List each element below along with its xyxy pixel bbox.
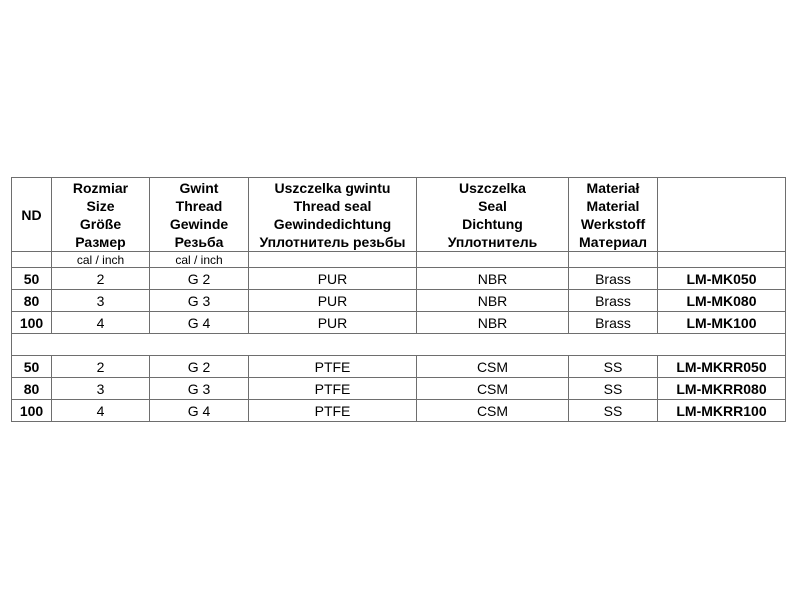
header-seal-line-pl: Uszczelka bbox=[459, 179, 526, 196]
cell-seal: NBR bbox=[417, 290, 569, 312]
group-separator-row bbox=[12, 334, 786, 356]
header-thread-line-ru: Резьба bbox=[174, 233, 224, 250]
header-thread-seal bbox=[249, 178, 417, 252]
group-separator-cell bbox=[12, 334, 786, 356]
cell-thread-seal: PUR bbox=[249, 312, 417, 334]
header-thread-line-pl: Gwint bbox=[179, 179, 219, 196]
cell-code: LM-MKRR100 bbox=[658, 400, 786, 422]
cell-thread: G 2 bbox=[150, 356, 249, 378]
header-thread bbox=[150, 178, 249, 252]
cell-material: Brass bbox=[569, 268, 658, 290]
header-code bbox=[658, 178, 786, 252]
header-material-line-de: Werkstoff bbox=[580, 215, 646, 232]
cell-size: 3 bbox=[52, 378, 150, 400]
unit-cell-material bbox=[569, 252, 658, 268]
cell-size: 4 bbox=[52, 400, 150, 422]
header-row bbox=[12, 178, 786, 252]
unit-cell-seal bbox=[417, 252, 569, 268]
cell-code: LM-MK080 bbox=[658, 290, 786, 312]
cell-material: SS bbox=[569, 378, 658, 400]
table-row bbox=[12, 268, 786, 290]
cell-nd: 80 bbox=[12, 290, 52, 312]
cell-seal: CSM bbox=[417, 356, 569, 378]
header-size-line-pl: Rozmiar bbox=[72, 179, 129, 196]
unit-cell-thread-seal bbox=[249, 252, 417, 268]
header-seal-line-ru: Уплотнитель bbox=[447, 233, 538, 250]
header-material-line-ru: Материал bbox=[578, 233, 648, 250]
header-size-line-ru: Размер bbox=[75, 233, 126, 250]
unit-cell-code bbox=[658, 252, 786, 268]
cell-material: Brass bbox=[569, 312, 658, 334]
header-thread-seal-line-ru: Уплотнитель резьбы bbox=[259, 233, 406, 250]
unit-row bbox=[12, 252, 786, 268]
cell-size: 4 bbox=[52, 312, 150, 334]
table-row bbox=[12, 356, 786, 378]
cell-code: LM-MK100 bbox=[658, 312, 786, 334]
cell-thread-seal: PUR bbox=[249, 290, 417, 312]
cell-nd: 50 bbox=[12, 356, 52, 378]
header-size-line-de: Größe bbox=[79, 215, 122, 232]
header-nd bbox=[12, 178, 52, 252]
specification-table bbox=[11, 177, 786, 422]
unit-cell-size: cal / inch bbox=[52, 252, 150, 268]
cell-thread: G 3 bbox=[150, 290, 249, 312]
cell-material: Brass bbox=[569, 290, 658, 312]
header-nd-line: ND bbox=[21, 206, 42, 223]
header-thread-line-en: Thread bbox=[175, 197, 223, 214]
header-size-line-en: Size bbox=[86, 197, 115, 214]
cell-nd: 100 bbox=[12, 312, 52, 334]
header-thread-seal-line-de: Gewindedichtung bbox=[273, 215, 392, 232]
cell-material: SS bbox=[569, 400, 658, 422]
cell-nd: 50 bbox=[12, 268, 52, 290]
cell-thread-seal: PTFE bbox=[249, 378, 417, 400]
header-size bbox=[52, 178, 150, 252]
cell-material: SS bbox=[569, 356, 658, 378]
table-row bbox=[12, 378, 786, 400]
unit-cell-thread: cal / inch bbox=[150, 252, 249, 268]
header-material bbox=[569, 178, 658, 252]
table-row bbox=[12, 400, 786, 422]
cell-nd: 100 bbox=[12, 400, 52, 422]
header-seal-line-en: Seal bbox=[478, 197, 507, 214]
unit-cell-nd bbox=[12, 252, 52, 268]
cell-size: 2 bbox=[52, 356, 150, 378]
cell-code: LM-MK050 bbox=[658, 268, 786, 290]
cell-size: 3 bbox=[52, 290, 150, 312]
cell-seal: CSM bbox=[417, 378, 569, 400]
header-thread-seal-line-pl: Uszczelka gwintu bbox=[274, 179, 391, 196]
cell-thread: G 2 bbox=[150, 268, 249, 290]
header-material-line-pl: Materiał bbox=[586, 179, 640, 196]
header-thread-line-de: Gewinde bbox=[169, 215, 229, 232]
header-material-line-en: Material bbox=[586, 197, 640, 214]
table-row bbox=[12, 312, 786, 334]
cell-thread-seal: PTFE bbox=[249, 356, 417, 378]
cell-seal: NBR bbox=[417, 312, 569, 334]
cell-thread: G 3 bbox=[150, 378, 249, 400]
cell-seal: CSM bbox=[417, 400, 569, 422]
cell-thread: G 4 bbox=[150, 312, 249, 334]
cell-seal: NBR bbox=[417, 268, 569, 290]
cell-size: 2 bbox=[52, 268, 150, 290]
header-thread-seal-line-en: Thread seal bbox=[293, 197, 372, 214]
cell-code: LM-MKRR050 bbox=[658, 356, 786, 378]
header-seal-line-de: Dichtung bbox=[462, 215, 523, 232]
cell-code: LM-MKRR080 bbox=[658, 378, 786, 400]
table-row bbox=[12, 290, 786, 312]
cell-thread: G 4 bbox=[150, 400, 249, 422]
cell-nd: 80 bbox=[12, 378, 52, 400]
cell-thread-seal: PUR bbox=[249, 268, 417, 290]
header-seal bbox=[417, 178, 569, 252]
cell-thread-seal: PTFE bbox=[249, 400, 417, 422]
